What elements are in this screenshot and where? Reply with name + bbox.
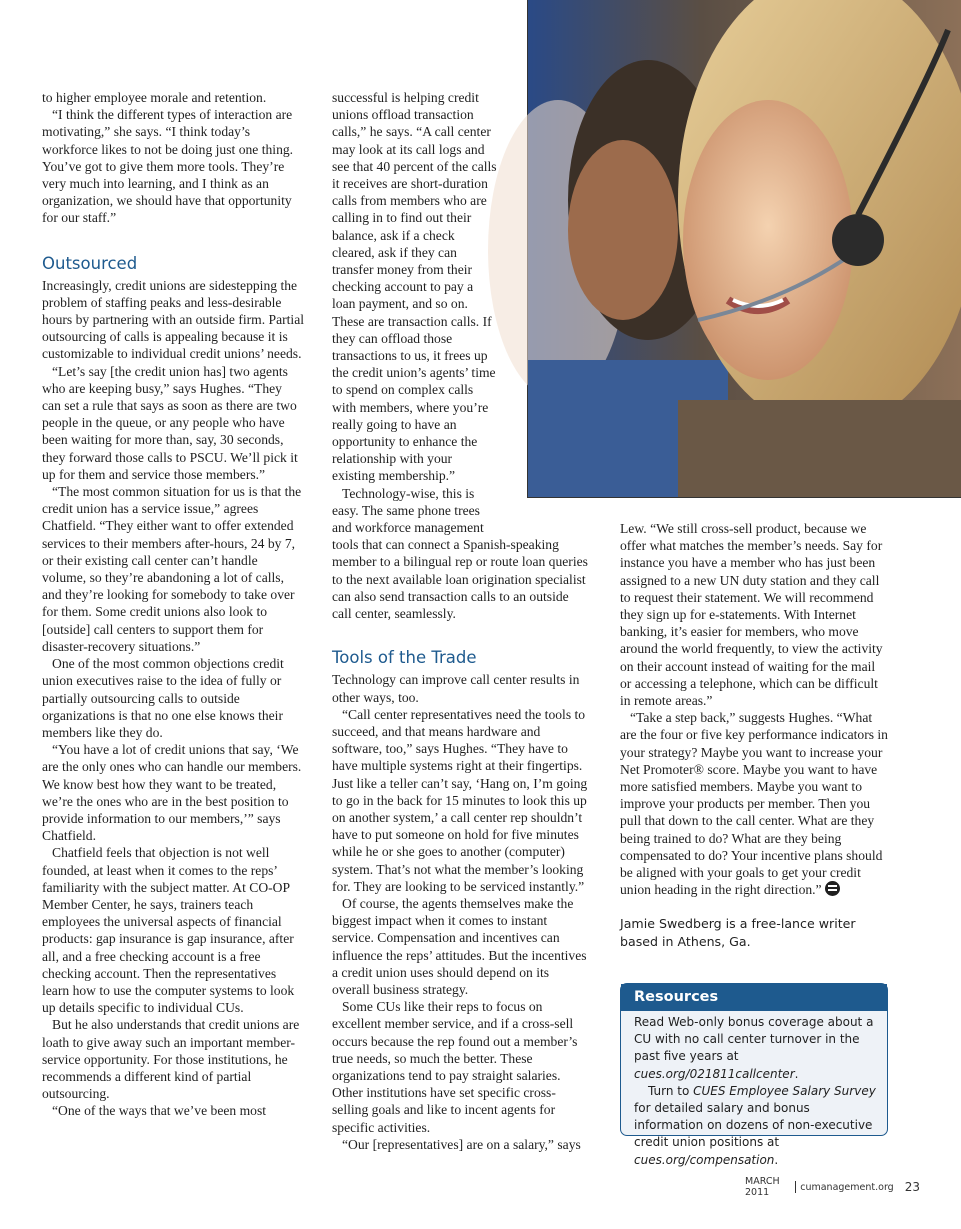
paragraph: One of the most common objections credit union executives raise to the idea of fully or partially outsourcing calls to outside organizations is that no one else knows their members like they do.	[42, 656, 284, 740]
paragraph: “Call center representatives need the tools to succeed, and that means hardware and software, too,” says Hughes. “They have to have multiple systems right at their fingertips. Just like a teller can’t say, ‘Hang on, I’m going to go in the back for 15 minutes to look this up on another system,’ a call center rep shouldn’t have to put someone on hold for five minutes while he or she goes to another (computer) system. That’s not what the member’s looking for. They are looking to be serviced instantly.”	[332, 706, 588, 894]
paragraph: “You have a lot of credit unions that say, ‘We are the only ones who can handle our members. We know best how they want to be treated, we’re the ones who are in the best position to provide information to our members,’” says Chatfield.	[42, 742, 302, 844]
paragraph: “One of the ways that we’ve been most	[52, 1103, 267, 1119]
photo-illustration	[528, 0, 961, 497]
paragraph: “Let’s say [the credit union has] two agents who are keeping busy,” says Hughes. “They can set a rule that says as soon as there are two people in the queue, or any people who have been waiting for more than, say, 30 seconds, they forward those calls to PSCU. We’ll pick it up for them and service those members.”	[42, 363, 298, 482]
paragraph: Technology-wise, this is easy. The same phone trees and workforce management	[332, 485, 484, 536]
column-1	[42, 89, 304, 1120]
paragraph: Of course, the agents themselves make the biggest impact when it comes to instant service. Compensation and incentives can influence the reps’ attitudes. But the incentives a credit union uses should depend on its overall business strategy.	[332, 895, 587, 997]
text: .	[794, 1066, 799, 1081]
resources-box	[620, 983, 888, 1167]
page-footer	[745, 1176, 920, 1198]
divider	[795, 1181, 796, 1193]
paragraph: Some CUs like their reps to focus on excellent member service, and if a cross-sell occurs because the rep found out a member’s true needs, so much the better. These organizations tend to pay straight salaries. Other institutions have set specific cross-selling goals and like to incent agents for specific activities.	[332, 999, 578, 1135]
resources-paragraph	[634, 1083, 879, 1169]
section-heading-outsourced: Outsourced	[42, 253, 138, 273]
issue-date: MARCH 2011	[745, 1176, 780, 1198]
link-callcenter[interactable]: cues.org/021811callcenter	[634, 1066, 795, 1081]
paragraph: Technology can improve call center results in other ways, too.	[332, 672, 580, 705]
text: Read Web-only bonus coverage about a CU with no call center turnover in the past five years at	[634, 1015, 874, 1064]
column-3	[620, 520, 888, 950]
text: .	[774, 1152, 779, 1167]
site-url[interactable]: cumanagement.org	[800, 1181, 894, 1193]
paragraph: Lew. “We still cross-sell product, because we offer what matches the member’s needs. Say for instance you have a member who has just been assigned to a new UN duty station and they call to request their statement. We will recommend they sign up for e-statements. With Internet banking, it’s easier for members, who move around the world frequently, to view the activity on their account instead of waiting for the mail or accessing a telephone, which can be difficult in remote areas.”	[620, 521, 883, 709]
resources-body	[621, 1011, 887, 1169]
paragraph	[620, 709, 888, 898]
survey-title: CUES Employee Salary Survey	[693, 1083, 876, 1098]
paragraph: to higher employee morale and retention.	[42, 90, 267, 105]
author-bio: Jamie Swedberg is a free-lance writer based in Athens, Ga.	[620, 916, 856, 949]
text: for detailed salary and bonus information on dozens of non-executive credit union positions at	[634, 1101, 873, 1150]
paragraph: “I think the different types of interaction are motivating,” she says. “I think today’s workforce likes to not be doing just one thing. You’ve got to give them more tools. They’re very much into learning, and I think as an organization, we should have that opportunity for our staff.”	[42, 107, 294, 226]
paragraph: Chatfield feels that objection is not well founded, at least when it comes to the reps’ familiarity with the subject matter. At CO-OP Member Center, he says, trainers teach employees the universal aspects of financial products: gap insurance is gap insurance, after all, and a free checking account is a free checking account. Then the representatives learn how to use the computer systems to look up details specific to individual CUs.	[42, 845, 295, 1016]
paragraph-text: “Take a step back,” suggests Hughes. “What are the four or five key performance indicators in your strategy? Maybe you want to increase your Net Promoter® score. Maybe you want to have more satisfied members. Maybe you want to improve your products per member. Then you pull that down to the call center. What are they being trained to do? What are they being compensated to do? Your incentive plans should be aligned with your goals to get your credit union heading in the right direction.”	[620, 710, 888, 898]
paragraph: tools that can connect a Spanish-speaking member to a bilingual rep or route loan queries to the next available loan origination specialist can also send transaction calls to an outside call center, seamlessly.	[332, 537, 588, 622]
paragraph: successful is helping credit unions offload transaction calls,” he says. “A call center may look at its call logs and see that 40 percent of the calls it receives are short-duration calls from members who are calling in to find out their balance, ask if a check cleared, ask if they can transfer money from their checking account to pay a loan payment, and so on. These are transaction calls. If they can offload those transactions to us, it frees up the credit union’s agents’ time to spend on complex calls with members, where you’re really going to have an opportunity to enhance the relationship with your existing membership.”	[332, 90, 497, 484]
text: Turn to	[648, 1083, 694, 1098]
section-heading-tools-of-the-trade: Tools of the Trade	[332, 648, 477, 668]
paragraph: But he also understands that credit unions are loath to give away such an important member-service opportunity. For those institutions, he recommends a different kind of partial outsourcing.	[42, 1017, 300, 1102]
link-compensation[interactable]: cues.org/compensation	[634, 1152, 775, 1167]
resources-paragraph	[634, 1014, 879, 1083]
paragraph: Increasingly, credit unions are sidestepping the problem of staffing peaks and less-desirable hours by partnering with an outside firm. Partial outsourcing of calls is appealing because it is customizable to individual credit unions’ needs.	[42, 277, 305, 362]
paragraph: “The most common situation for us is that the credit union has a service issue,” agrees Chatfield. “They either want to offer extended services to their members after-hours, 24 by 7, or their existing call center can’t handle volume, so they’re abandoning a lot of calls, and they’re looking for somebody to take over for them. Some credit unions also look to [outside] call centers to support them for disaster-recovery situations.”	[42, 484, 302, 654]
call-center-agent-photo	[527, 0, 961, 498]
page-number: 23	[904, 1180, 920, 1194]
end-of-article-icon	[825, 881, 840, 896]
paragraph: “Our [representatives] are on a salary,” says	[342, 1136, 581, 1152]
resources-title: Resources	[621, 984, 887, 1011]
